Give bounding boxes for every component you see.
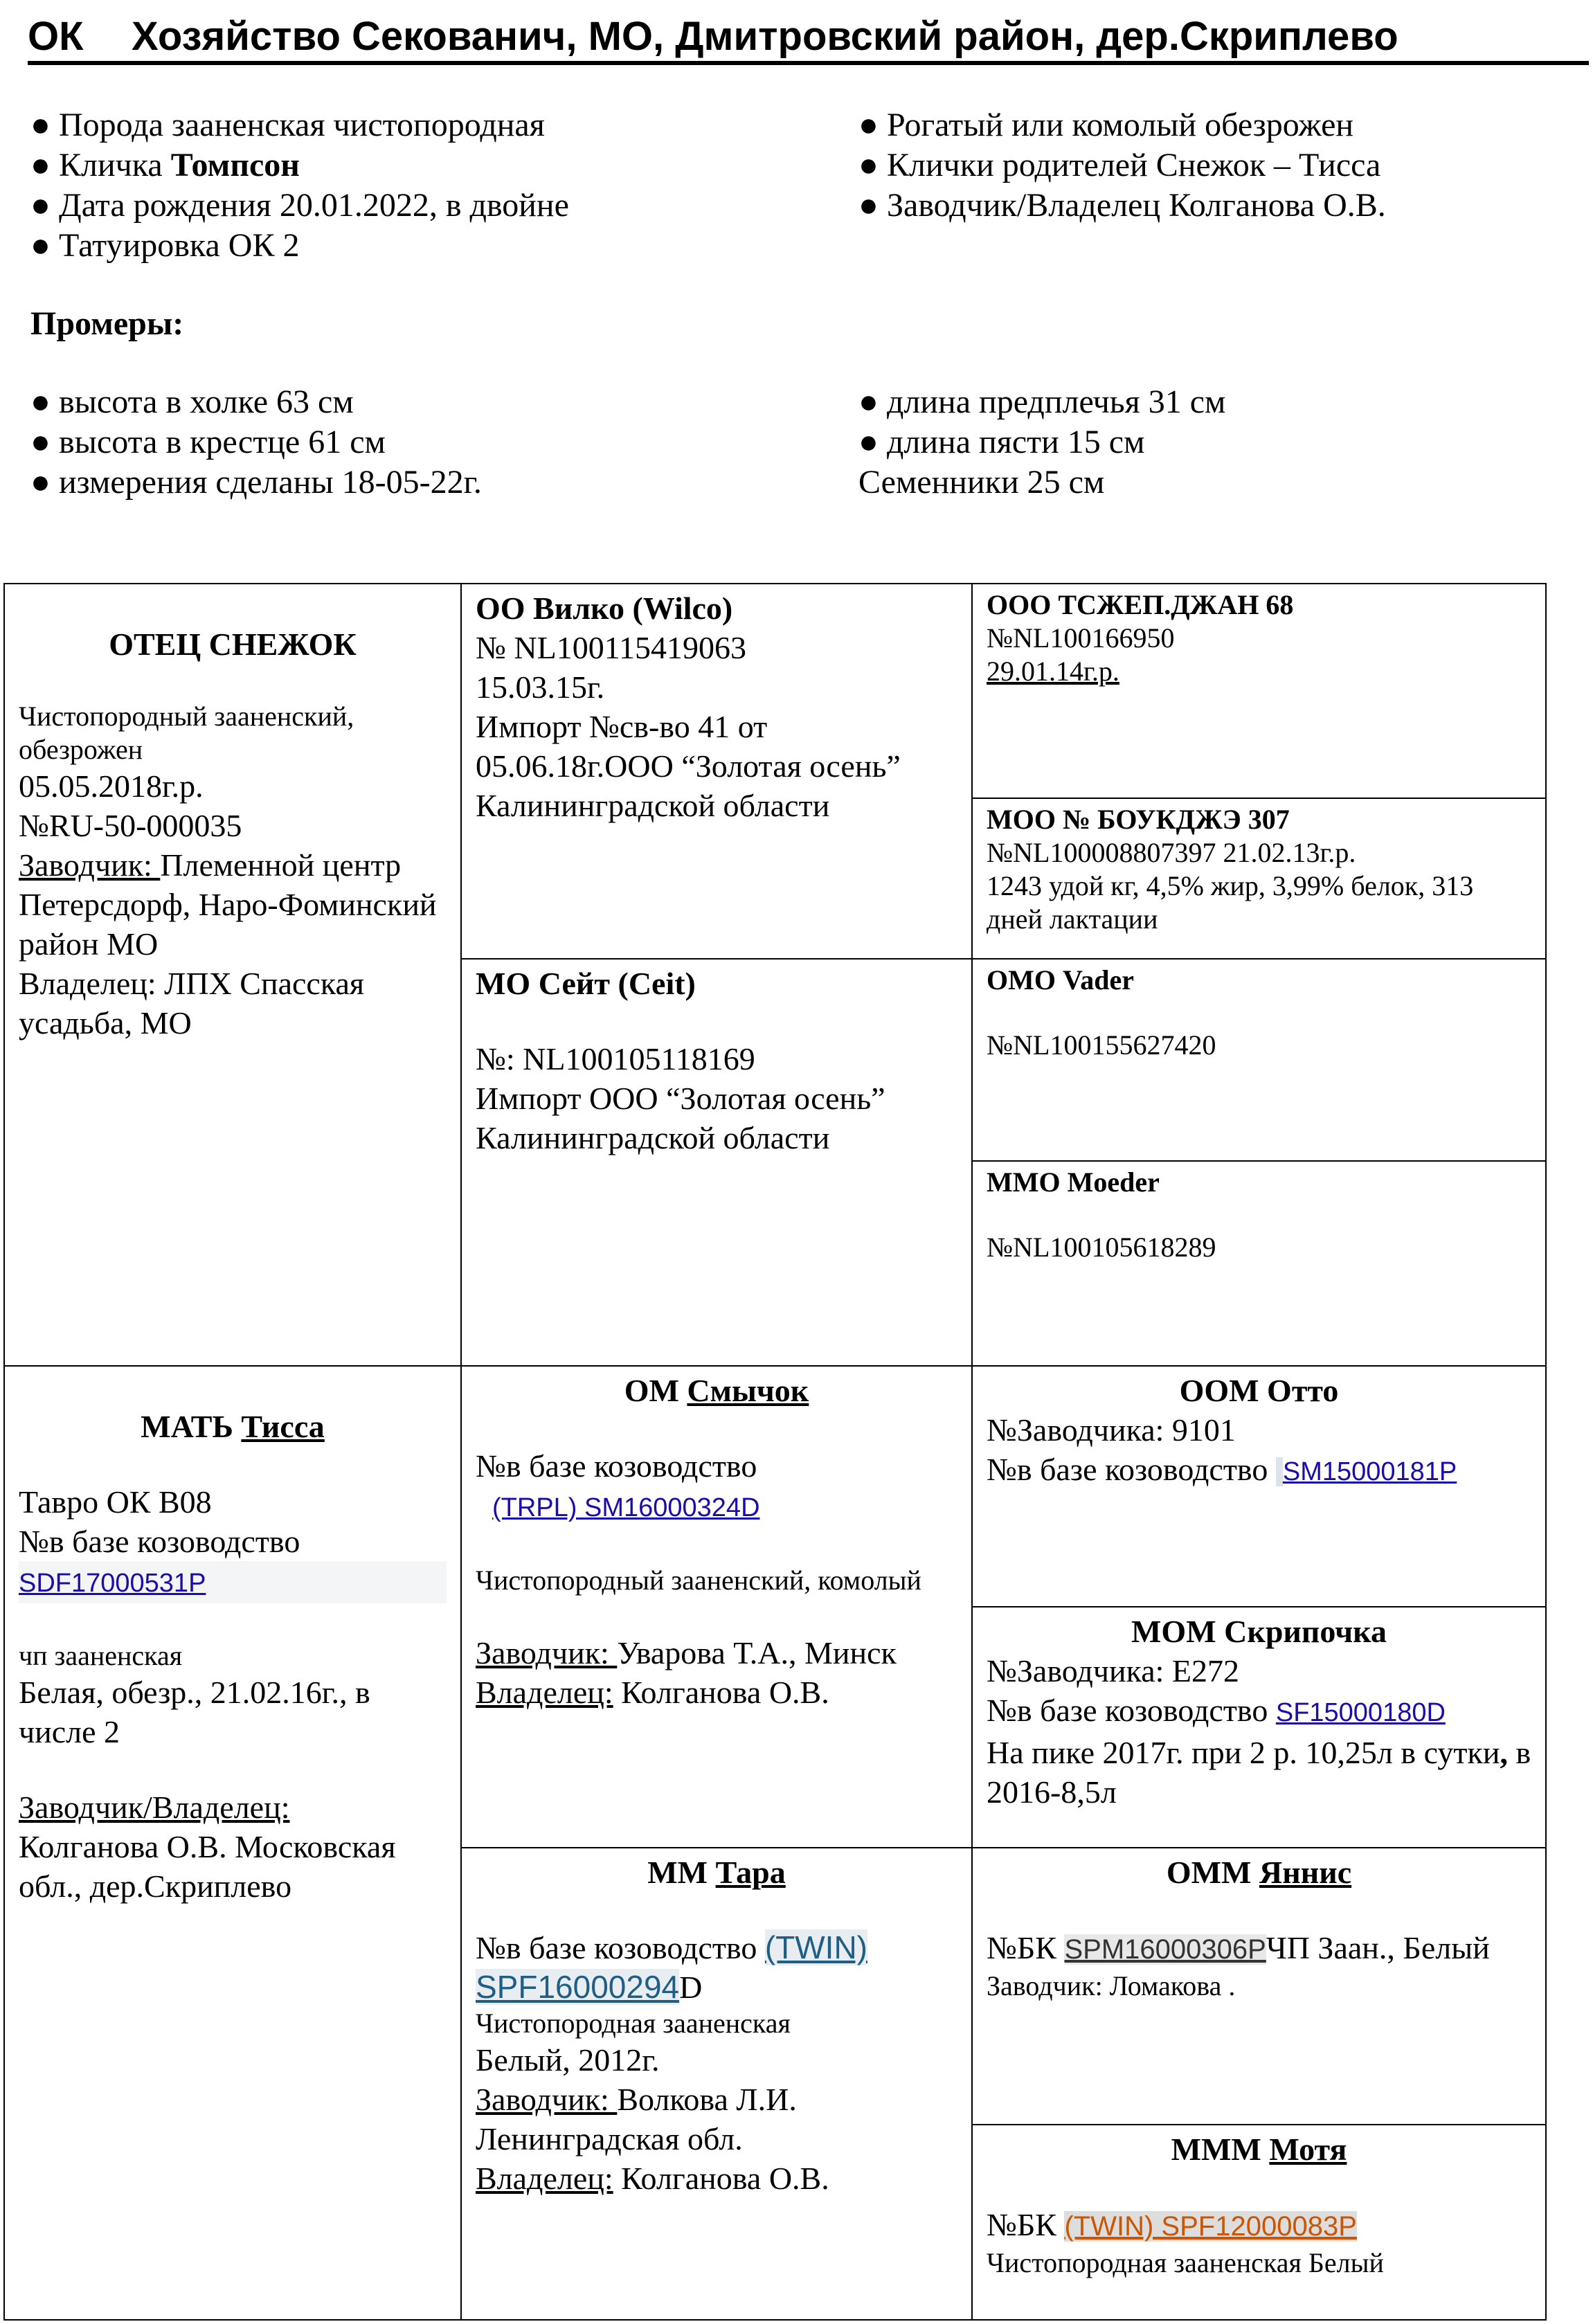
- ddd-bk: [987, 2205, 1531, 2246]
- dam-db-label: №в базе козоводство: [19, 1524, 300, 1559]
- dam-name: Тисса: [241, 1409, 325, 1444]
- measure-date: ● измерения сделаны 18-05-22г.: [30, 464, 482, 501]
- sd-import: Импорт ООО “Золотая осень” Калининградской области: [476, 1081, 885, 1155]
- ds-breeder-label: Заводчик:: [476, 1635, 618, 1670]
- dss-db-label: №в базе козоводство: [987, 1452, 1276, 1487]
- breeder-line: ● Заводчик/Владелец Колганова О.В.: [858, 187, 1386, 224]
- ss-import: Импорт №св-во 41 от 05.06.18г.ООО “Золотая осень” Калининградской области: [476, 709, 901, 823]
- dd-title: [476, 1853, 957, 1892]
- ssd-reg: №NL100008807397 21.02.13г.р.: [987, 837, 1356, 868]
- sdd-title: ММО Moeder: [987, 1166, 1160, 1198]
- dd-owner: [476, 2159, 957, 2198]
- sds-reg: №NL100155627420: [987, 1029, 1216, 1061]
- dd-db: [476, 1928, 957, 2007]
- sss-cell: [972, 584, 1546, 798]
- sire-cell: [4, 584, 461, 1366]
- dds-bk: [987, 1928, 1531, 1970]
- ds-db-label: №в базе козоводство: [476, 1448, 757, 1484]
- dd-db-label: №в базе козоводство: [476, 1930, 765, 1965]
- dam-sire-cell: [461, 1366, 972, 1848]
- sdd-cell: [972, 1161, 1546, 1366]
- ss-reg: № NL100115419063: [476, 630, 746, 665]
- sire-breed: Чистопородный зааненский, обезрожен: [19, 701, 354, 765]
- breed-line: ● Порода зааненская чистопородная: [30, 107, 545, 143]
- pedigree-table: [3, 583, 1547, 2321]
- dsd-db-link[interactable]: SF15000180D: [1275, 1698, 1446, 1727]
- name-prefix: ● Кличка: [30, 147, 171, 183]
- dd-breeder: [476, 2080, 957, 2159]
- ds-breeder: [476, 1633, 957, 1673]
- ds-db-link[interactable]: (TRPL) SM16000324D: [492, 1493, 760, 1522]
- ddd-cell: [972, 2125, 1546, 2320]
- forearm-length: ● длина предплечья 31 см: [858, 384, 1226, 420]
- dd-breeder-value: Волкова Л.И. Ленинградская обл.: [476, 2082, 797, 2156]
- tattoo-line: ● Татуировка ОК 2: [30, 227, 300, 264]
- measures-heading: Промеры:: [30, 305, 184, 342]
- sire-dob: 05.05.2018г.р.: [19, 768, 204, 804]
- ds-name: Смычок: [687, 1373, 809, 1408]
- dam-desc: Белая, обезр., 21.02.16г., в числе 2: [19, 1675, 370, 1749]
- dds-name: Яннис: [1259, 1855, 1352, 1890]
- dd-breed: Чистопородная зааненская: [476, 2008, 791, 2039]
- animal-name: Томпсон: [170, 147, 300, 183]
- ds-owner: [476, 1673, 957, 1712]
- ds-breed: Чистопородный зааненский, комолый: [476, 1565, 921, 1596]
- sss-reg: №NL100166950: [987, 622, 1175, 654]
- dsd-db: [987, 1691, 1531, 1733]
- sss-title: ООО ТСЖЕП.ДЖАН 68: [987, 589, 1294, 620]
- ds-title: [476, 1371, 957, 1410]
- ssd-title: МОО № БОУКДЖЭ 307: [987, 804, 1290, 835]
- dsd-milk-a: На пике 2017г. при 2 р. 10,25л в сутки: [987, 1735, 1500, 1770]
- name-line: [30, 145, 569, 186]
- dss-breeder-no: №Заводчика: 9101: [987, 1412, 1236, 1448]
- ddd-breed: Чистопородная зааненская Белый: [987, 2247, 1384, 2278]
- dd-db-link[interactable]: (TWIN) SPF16000294: [476, 1929, 867, 2005]
- sire-owner: Владелец: ЛПХ Спасская усадьба, МО: [19, 966, 365, 1041]
- dsd-milk: [987, 1733, 1531, 1812]
- farm-title: Хозяйство Секованич, МО, Дмитровский район, дер.Скриплево: [132, 14, 1398, 59]
- ds-breeder-value: Уварова Т.А., Минск: [617, 1635, 897, 1670]
- dsd-milk-comma: ,: [1500, 1735, 1508, 1770]
- dam-breeder-label: Заводчик/Владелец:: [19, 1790, 290, 1825]
- sire-breeder-label: Заводчик:: [19, 847, 161, 883]
- measures-left: [30, 382, 482, 503]
- dds-bk-suffix: ЧП Заан., Белый: [1266, 1930, 1490, 1965]
- dds-bk-label: №БК: [987, 1930, 1065, 1965]
- horned-line: ● Рогатый или комолый обезрожен: [858, 107, 1354, 143]
- ddd-title-prefix: МММ: [1171, 2132, 1270, 2167]
- sire-title: ОТЕЦ СНЕЖОК: [109, 627, 357, 662]
- dds-breeder: Заводчик: Ломакова .: [987, 1970, 1236, 2001]
- sds-cell: [972, 959, 1546, 1161]
- parents-line: ● Клички родителей Снежок – Тисса: [858, 147, 1381, 183]
- ss-date: 15.03.15г.: [476, 669, 605, 705]
- sds-title: ОМО Vader: [987, 964, 1134, 996]
- dd-db-suffix: D: [679, 1970, 703, 2005]
- sire-breeder-value: Племенной центр Петерсдорф, Наро-Фоминский район МО: [19, 847, 437, 962]
- dam-db-link[interactable]: SDF17000531P: [19, 1569, 206, 1598]
- dd-owner-label: Владелец:: [476, 2161, 613, 2196]
- dd-breeder-label: Заводчик:: [476, 2082, 618, 2117]
- birth-line: ● Дата рождения 20.01.2022, в двойне: [30, 187, 569, 224]
- sire-reg: №RU-50-000035: [19, 808, 242, 843]
- animal-info-right: [858, 105, 1386, 226]
- dds-title-prefix: ОММ: [1166, 1855, 1259, 1890]
- ddd-name: Мотя: [1269, 2132, 1347, 2167]
- dss-cell: [972, 1366, 1546, 1607]
- dd-name: Тара: [715, 1855, 786, 1890]
- herd-code: ОК: [28, 14, 84, 59]
- dsd-milk-b: в 2016-8,5л: [987, 1735, 1531, 1810]
- dds-title: [987, 1853, 1531, 1892]
- dam-tag: Тавро ОК В08: [19, 1484, 212, 1520]
- ddd-bk-link[interactable]: (TWIN) SPF12000083P: [1064, 2211, 1357, 2242]
- sdd-reg: №NL100105618289: [987, 1232, 1216, 1263]
- dam-title-prefix: МАТЬ: [141, 1409, 242, 1444]
- animal-info-left: [30, 105, 569, 266]
- sire-sire-cell: [461, 584, 972, 959]
- dds-cell: [972, 1848, 1546, 2125]
- ds-title-prefix: ОМ: [624, 1373, 687, 1408]
- sss-dob: 29.01.14г.р.: [987, 656, 1119, 687]
- document-header: [28, 12, 1589, 65]
- ds-owner-label: Владелец:: [476, 1675, 613, 1710]
- dsd-cell: [972, 1607, 1546, 1848]
- croup-height: ● высота в крестце 61 см: [30, 424, 386, 460]
- dam-type: чп зааненская: [19, 1640, 183, 1671]
- sd-title: МО Сейт (Ceit): [476, 966, 696, 1001]
- ddd-title: [987, 2129, 1531, 2169]
- sd-reg: №: NL100105118169: [476, 1041, 755, 1077]
- sire-breeder: [19, 845, 447, 964]
- sire-dam-cell: [461, 959, 972, 1366]
- dds-bk-link[interactable]: SPM16000306P: [1064, 1934, 1266, 1965]
- dam-title: [19, 1407, 447, 1446]
- ddd-bk-label: №БК: [987, 2207, 1065, 2242]
- dss-db: [987, 1450, 1531, 1492]
- dss-db-link[interactable]: SM15000181P: [1276, 1457, 1457, 1486]
- dam-db-row: [19, 1561, 447, 1603]
- dsd-db-label: №в базе козоводство: [987, 1693, 1276, 1728]
- dsd-title: МОМ Скрипочка: [1131, 1614, 1387, 1649]
- dd-desc: Белый, 2012г.: [476, 2042, 660, 2078]
- withers-height: ● высота в холке 63 см: [30, 384, 354, 420]
- dss-title: ООМ Отто: [1179, 1373, 1339, 1408]
- ssd-cell: [972, 798, 1546, 959]
- testes-size: Семенники 25 см: [858, 464, 1105, 501]
- dam-cell: [4, 1366, 461, 2320]
- dsd-breeder-no: №Заводчика: E272: [987, 1653, 1240, 1688]
- dd-owner-value: Колганова О.В.: [613, 2161, 829, 2196]
- dam-breeder-value: Колганова О.В. Московская обл., дер.Скриплево: [19, 1829, 396, 1904]
- ssd-milk: 1243 удой кг, 4,5% жир, 3,99% белок, 313 дней лактации: [987, 870, 1474, 935]
- ss-title: ОО Вилко (Wilco): [476, 591, 733, 626]
- dam-dam-cell: [461, 1848, 972, 2320]
- dd-title-prefix: ММ: [647, 1855, 716, 1890]
- metacarpus-length: ● длина пясти 15 см: [858, 424, 1145, 460]
- measures-right: [858, 382, 1225, 503]
- ds-owner-value: Колганова О.В.: [613, 1675, 829, 1710]
